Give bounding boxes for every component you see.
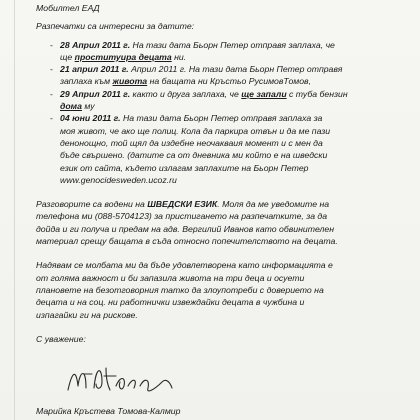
- item-text: бъде свършено. (датите са от дневника ми който е на шведски: [60, 150, 328, 161]
- item-text: както и друга заплаха, че: [130, 88, 242, 99]
- intro-line: Разпечатки са интересни за датите:: [36, 21, 195, 32]
- language-highlight: ШВЕДСКИ ЕЗИК: [147, 199, 218, 210]
- item-text: Април 2011 г. На тази дата Бьорн Петер отправя: [128, 64, 343, 75]
- margin-line: [14, 0, 15, 420]
- item-text: език от сайта, където излагам заплахите на Бьорн Петер: [60, 162, 309, 173]
- closing-line: С уважение:: [36, 333, 86, 344]
- list-item: - 28 Април 2011 г. На тази дата Бьорн Петер отправя заплаха, че ще проституира децата ни.: [50, 39, 335, 62]
- list-item: - 29 Април 2011 г. както и друга заплаха, че ще запали с туба бензин дома му: [50, 88, 348, 112]
- handwritten-signature: [62, 360, 182, 400]
- item-text: На тази дата Бьорн Петер отправя заплаха, че: [130, 39, 335, 50]
- website-url: www.genocidesweden.ucoz.ru: [60, 174, 177, 185]
- dates-list: [36, 39, 414, 187]
- request-paragraph: Разговорите са водени на ШВЕДСКИ ЕЗИК. Моля да ме уведомите на телефона ми (088-5704123) за пристигането на разпечатките, за да дойда и ги получа и предам на адв. Вергилий Иванов като обвинителен материал срещу бащата в съда относно попечителството на децата.: [36, 199, 338, 247]
- header-line: Мобилтел ЕАД: [36, 3, 100, 13]
- signer-name: Марийка Кръстева Томова-Калмир: [36, 406, 181, 416]
- item-highlight: проституира децата: [74, 51, 172, 62]
- letter-body: [36, 2, 414, 345]
- item-date: 28 Април 2011 г.: [60, 39, 131, 50]
- item-date: 29 Април 2011 г.: [60, 88, 131, 99]
- item-text: На тази дата Бьорн Петер отправя заплаха за: [120, 113, 323, 124]
- hope-paragraph: Надявам се молбата ми да бъде удовлетворена като информацията е от голяма важност и би запазила живота на три деца и осуети плановете на безотговорния татко да злоупотреби с доверието на децата и на соц. ни работнички извеждайки децата в чужбина и изпагайки ги на рискове.: [36, 260, 333, 320]
- list-item: - 21 април 2011 г. Април 2011 г. На тази дата Бьорн Петер отправя заплаха към живота на бащата ни Кръстьо РусимовТомов,: [50, 64, 343, 87]
- item-text: моя живот, че ако ще полиц. Кола да паркира отвън и да ме пази: [60, 125, 331, 136]
- list-item: - 04 юни 2011 г. На тази дата Бьорн Петер отправя заплаха за моя живот, че ако ще полиц. Кола да паркира отвън и да ме пази денонощно, той щял да издебне неочакваия момент и с мен да бъде свършено. (датите са от дневника ми който е на шведски език от сайта, където излагам заплахите на Бьорн Петер www.genocidesweden.ucoz.ru: [60, 112, 414, 186]
- item-date: 04 юни 2011 г.: [60, 113, 121, 124]
- item-highlight: ще запали: [241, 88, 287, 99]
- item-highlight: дома: [60, 101, 82, 112]
- item-highlight: живота: [112, 76, 148, 87]
- item-text: денонощно, той щял да издебне неочакваия момент и с мен да: [60, 137, 323, 148]
- item-date: 21 април 2011 г.: [60, 64, 129, 75]
